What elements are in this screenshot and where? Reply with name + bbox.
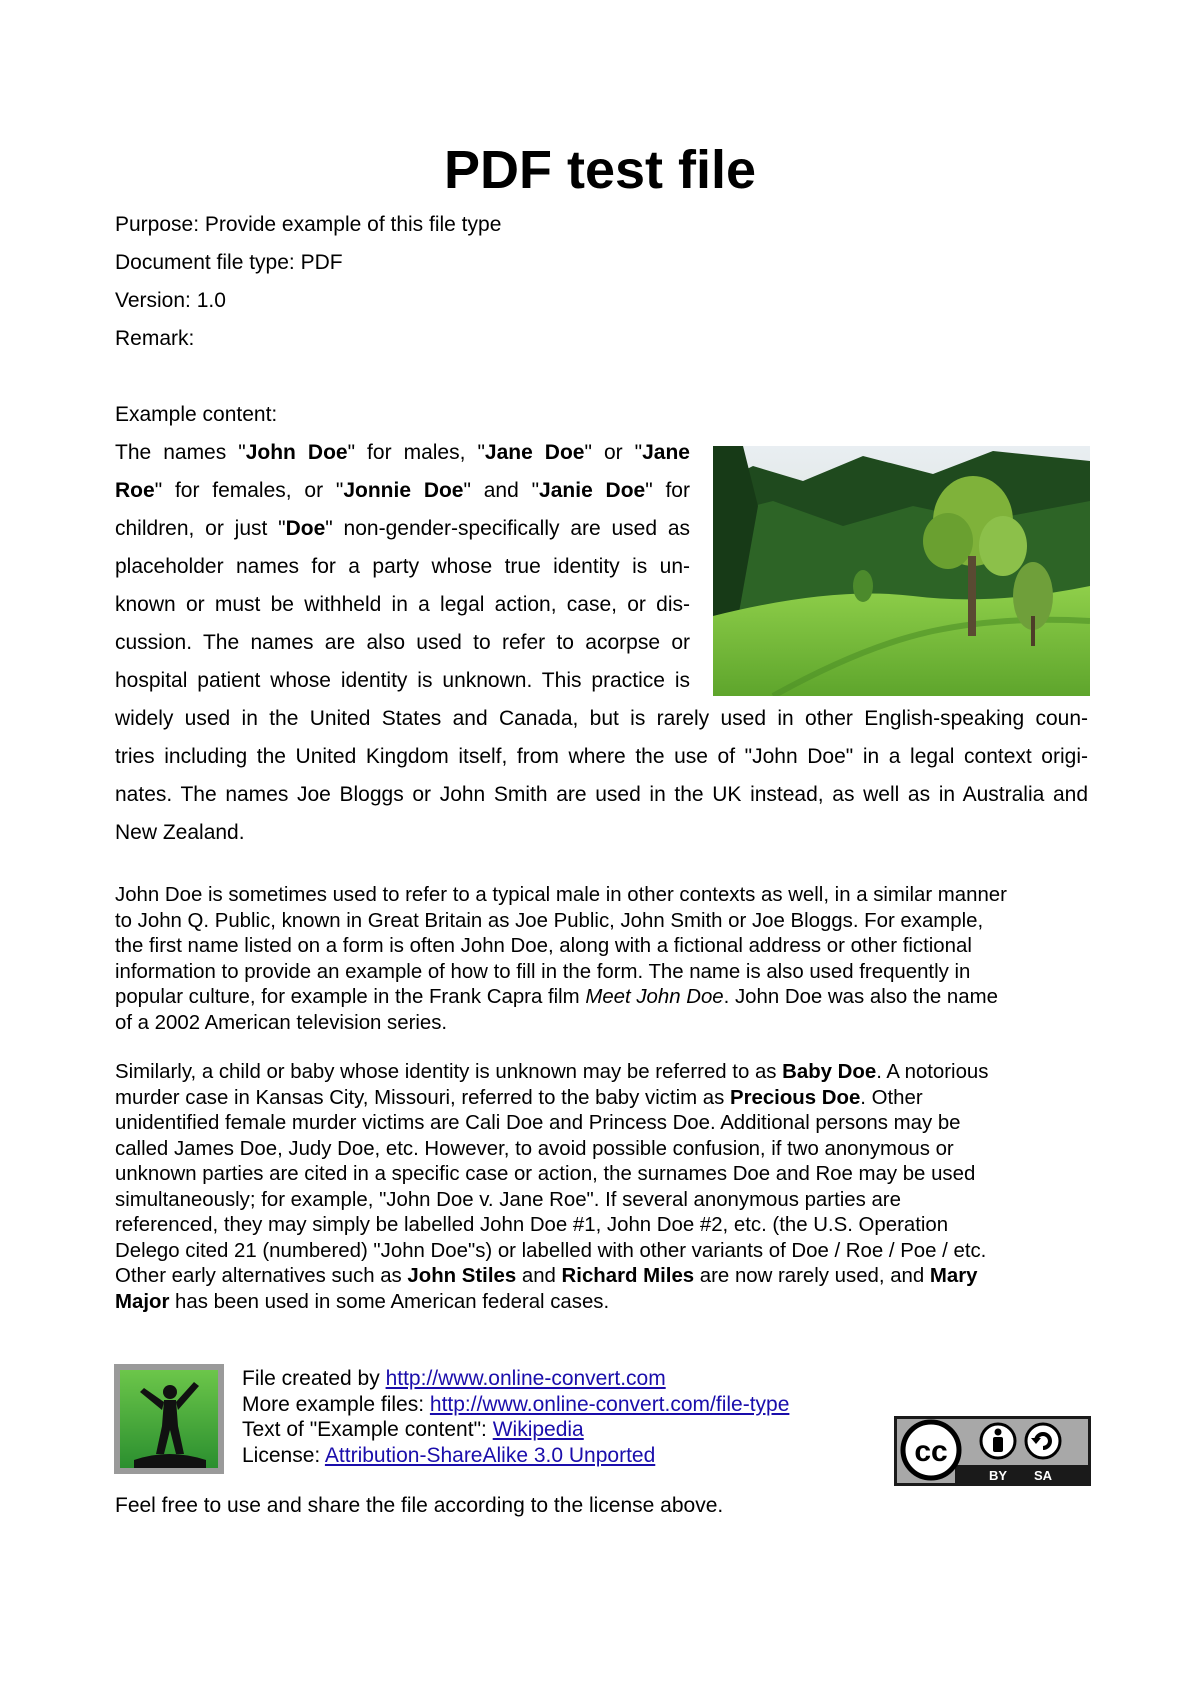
example-line-5: known or must be withheld in a legal action, case, or dis- <box>115 593 690 616</box>
paragraph-line: to John Q. Public, known in Great Britain as Joe Public, John Smith or Joe Bloggs. For example, <box>115 909 984 932</box>
credit-line-more <box>242 1392 789 1418</box>
text: " non-gender-specifically are used as <box>325 517 690 540</box>
example-line-9: tries including the United Kingdom itself, from where the use of "John Doe" in a legal context origi- <box>115 745 1088 768</box>
online-convert-logo-icon <box>114 1364 224 1474</box>
paragraph-line: unidentified female murder victims are Cali Doe and Princess Doe. Additional persons may be <box>115 1112 961 1134</box>
text: Similarly, a child or baby whose identity is unknown may be referred to as <box>115 1061 783 1083</box>
text: " or " <box>584 441 643 464</box>
paragraph-line <box>115 1264 1095 1290</box>
bold-text: Mary <box>929 1265 978 1287</box>
paragraph-line: Delego cited 21 (numbered) "John Doe"s) or labelled with other variants of Doe / Roe / Poe / etc. <box>115 1239 987 1262</box>
paragraph-line <box>115 1060 1095 1086</box>
paragraph-line: information to provide an example of how to fill in the form. The name is also used frequently in <box>115 960 971 983</box>
text: " for <box>645 479 690 502</box>
paragraph-line: of a 2002 American television series. <box>115 1011 448 1034</box>
by-text: BY <box>988 1468 1008 1483</box>
text: Other early alternatives such as <box>115 1265 408 1287</box>
paragraph-line: simultaneously; for example, "John Doe v. Jane Roe". If several anonymous parties are <box>115 1188 901 1211</box>
bold-text: Janie Doe <box>539 479 646 502</box>
example-line-4: placeholder names for a party whose true identity is un- <box>115 555 690 578</box>
file-type-line: Document file type: PDF <box>115 251 343 274</box>
online-convert-link[interactable]: http://www.online-convert.com <box>385 1367 666 1390</box>
document-metadata <box>115 206 501 358</box>
paragraph-john-doe-usage <box>115 883 1095 1036</box>
text: " for females, or " <box>154 479 344 502</box>
credits-block <box>242 1366 789 1468</box>
file-type-link[interactable]: http://www.online-convert.com/file-type <box>429 1392 790 1416</box>
text: " and " <box>463 479 540 502</box>
wikipedia-link[interactable]: Wikipedia <box>492 1418 584 1441</box>
film-title: Meet John Doe <box>585 986 724 1008</box>
text: . John Doe was also the name <box>723 986 998 1008</box>
landscape-photo <box>713 446 1090 696</box>
paragraph-line <box>115 985 1095 1011</box>
example-line-11: New Zealand. <box>115 821 245 844</box>
text: are now rarely used, and <box>694 1265 930 1287</box>
text: . Other <box>860 1086 923 1109</box>
paragraph-line: called James Doe, Judy Doe, etc. However, to avoid possible confusion, if two anonymous or <box>115 1137 954 1160</box>
text: " for males, " <box>347 441 485 464</box>
bold-text: Doe <box>285 517 326 540</box>
text: children, or just " <box>115 517 286 540</box>
bold-text: Precious Doe <box>729 1086 861 1109</box>
paragraph-line: unknown parties are cited in a specific case or action, the surnames Doe and Roe may be used <box>115 1163 976 1185</box>
license-link[interactable]: Attribution-ShareAlike 3.0 Unported <box>324 1443 656 1467</box>
remark-line: Remark: <box>115 327 195 350</box>
text: murder case in Kansas City, Missouri, referred to the baby victim as <box>115 1086 730 1109</box>
example-line-6: cussion. The names are also used to refer to acorpse or <box>115 631 690 654</box>
version-line: Version: 1.0 <box>115 289 226 312</box>
text: The names " <box>115 441 246 464</box>
bold-text: Jonnie Doe <box>343 479 464 502</box>
credit-line-license <box>242 1443 789 1469</box>
credit-line-created <box>242 1366 789 1392</box>
text: Text of "Example content": <box>242 1418 493 1441</box>
paragraph-line: John Doe is sometimes used to refer to a typical male in other contexts as well, in a similar manner <box>115 884 1007 906</box>
text: and <box>516 1265 562 1287</box>
bold-text: John Doe <box>245 441 348 464</box>
text: . A notorious <box>876 1061 989 1083</box>
paragraph-line: the first name listed on a form is often John Doe, along with a fictional address or other fictional <box>115 935 972 957</box>
example-content-label: Example content: <box>115 403 278 426</box>
text: More example files: <box>242 1392 430 1416</box>
paragraph-line: referenced, they may simply be labelled John Doe #1, John Doe #2, etc. (the U.S. Operation <box>115 1214 949 1236</box>
bold-text: Jane Doe <box>484 441 585 464</box>
page-title: PDF test file <box>443 140 757 200</box>
cc-by-sa-badge-icon <box>894 1416 1091 1486</box>
text: popular culture, for example in the Frank Capra film <box>115 986 586 1008</box>
text: File created by <box>242 1367 386 1390</box>
example-line-1 <box>115 434 690 472</box>
example-line-8: widely used in the United States and Canada, but is rarely used in other English-speaking coun- <box>115 707 1088 730</box>
bold-text: Jane <box>642 441 690 464</box>
bold-text: Baby Doe <box>782 1061 877 1083</box>
bold-text: John Stiles <box>407 1265 517 1287</box>
example-line-3 <box>115 510 690 548</box>
example-line-2 <box>115 472 690 510</box>
bold-text: Major <box>115 1290 170 1313</box>
example-line-7: hospital patient whose identity is unknown. This practice is <box>115 669 690 692</box>
paragraph-line <box>115 1086 1095 1112</box>
text: has been used in some American federal cases. <box>169 1290 610 1313</box>
text: License: <box>242 1443 325 1467</box>
sa-text: SA <box>1033 1468 1053 1483</box>
paragraph-baby-doe <box>115 1060 1095 1315</box>
bold-text: Roe <box>115 479 155 502</box>
purpose-line: Purpose: Provide example of this file type <box>115 213 502 236</box>
closing-note: Feel free to use and share the file according to the license above. <box>115 1494 724 1517</box>
example-line-10: nates. The names Joe Bloggs or John Smith are used in the UK instead, as well as in Australia and <box>115 783 1088 806</box>
paragraph-line <box>115 1290 1095 1316</box>
cc-text: cc <box>914 1435 948 1468</box>
credit-line-text <box>242 1417 789 1443</box>
bold-text: Richard Miles <box>561 1265 695 1287</box>
